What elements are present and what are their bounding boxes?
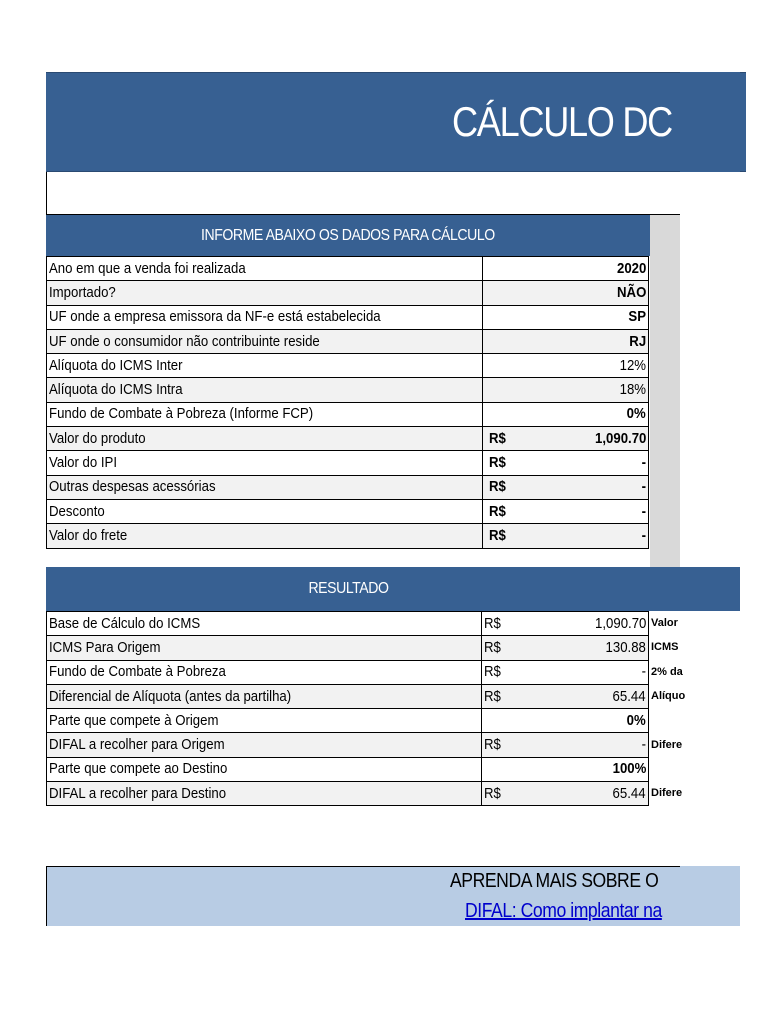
side-note: Alíquo [651, 689, 686, 702]
side-note: 2% da [651, 665, 683, 678]
row-label: UF onde o consumidor não contribuinte reside [47, 329, 483, 353]
row-value[interactable]: - [522, 451, 649, 475]
table-row [47, 782, 649, 806]
row-currency: R$ [482, 499, 522, 523]
row-value[interactable]: 1,090.70 [522, 427, 649, 451]
row-value[interactable]: 1,090.70 [522, 612, 649, 636]
side-note: Difere [651, 787, 683, 800]
row-label: UF onde a empresa emissora da NF-e está estabelecida [47, 305, 483, 329]
row-value[interactable]: 0% [522, 709, 649, 733]
side-note: ICMS [651, 641, 679, 654]
page-title: CÁLCULO DC [452, 98, 672, 145]
row-currency: R$ [482, 684, 522, 708]
row-label: Parte que compete ao Destino [47, 757, 482, 781]
table-row [47, 612, 649, 636]
row-currency [482, 329, 522, 353]
table-row [47, 684, 649, 708]
row-currency [482, 354, 522, 378]
side-note: Valor [651, 617, 678, 629]
row-value[interactable]: 0% [522, 402, 649, 426]
row-value[interactable]: 65.44 [522, 684, 649, 708]
row-value[interactable]: SP [522, 305, 649, 329]
table-row [47, 499, 649, 523]
table-row [47, 524, 649, 548]
row-value[interactable]: - [522, 660, 649, 684]
table-row [47, 378, 649, 402]
row-value[interactable]: - [522, 733, 649, 757]
table-row [47, 257, 649, 281]
grey-side-panel [650, 215, 680, 567]
blank-row [46, 172, 680, 215]
table-row [47, 475, 649, 499]
row-currency [482, 281, 522, 305]
row-label: Parte que compete à Origem [47, 709, 482, 733]
row-value[interactable]: 2020 [522, 257, 649, 281]
row-value[interactable]: 65.44 [522, 782, 649, 806]
table-row [47, 636, 649, 660]
row-label: Alíquota do ICMS Intra [47, 378, 483, 402]
result-header-right [650, 567, 740, 611]
table-row [47, 757, 649, 781]
row-currency [482, 709, 522, 733]
row-currency: R$ [482, 524, 522, 548]
row-label: ICMS Para Origem [47, 636, 482, 660]
row-value[interactable]: NÃO [522, 281, 649, 305]
row-label: Fundo de Combate à Pobreza [47, 660, 482, 684]
table-row [47, 451, 649, 475]
row-currency: R$ [482, 636, 522, 660]
row-currency: R$ [482, 612, 522, 636]
row-value[interactable]: - [522, 499, 649, 523]
row-value[interactable]: 100% [522, 757, 649, 781]
row-currency: R$ [482, 782, 522, 806]
row-currency: R$ [482, 451, 522, 475]
table-row [47, 305, 649, 329]
table-row [47, 329, 649, 353]
table-row [47, 709, 649, 733]
table-row [47, 402, 649, 426]
row-currency [482, 305, 522, 329]
row-label: Base de Cálculo do ICMS [47, 612, 482, 636]
result-table [46, 611, 649, 806]
input-table [46, 256, 649, 549]
learn-more-title: APRENDA MAIS SOBRE O [450, 870, 659, 892]
row-currency: R$ [482, 733, 522, 757]
table-row [47, 354, 649, 378]
row-currency [482, 757, 522, 781]
row-value[interactable]: RJ [522, 329, 649, 353]
row-currency [482, 378, 522, 402]
learn-band-right [680, 866, 740, 926]
row-label: Importado? [47, 281, 483, 305]
row-label: DIFAL a recolher para Origem [47, 733, 482, 757]
title-banner-right [680, 72, 740, 172]
row-label: Fundo de Combate à Pobreza (Informe FCP) [47, 402, 483, 426]
table-row [47, 733, 649, 757]
row-value[interactable]: 12% [522, 354, 649, 378]
row-currency: R$ [482, 475, 522, 499]
row-label: Valor do IPI [47, 451, 483, 475]
input-section-header: INFORME ABAIXO OS DADOS PARA CÁLCULO [46, 215, 650, 256]
row-currency [482, 257, 522, 281]
row-currency [482, 402, 522, 426]
row-label: Ano em que a venda foi realizada [47, 257, 483, 281]
row-label: Outras despesas acessórias [47, 475, 483, 499]
row-label: Valor do produto [47, 427, 483, 451]
row-value[interactable]: - [522, 524, 649, 548]
row-value[interactable]: 130.88 [522, 636, 649, 660]
table-row [47, 660, 649, 684]
table-row [47, 281, 649, 305]
row-label: Desconto [47, 499, 483, 523]
row-label: DIFAL a recolher para Destino [47, 782, 482, 806]
row-label: Valor do frete [47, 524, 483, 548]
difal-link[interactable]: DIFAL: Como implantar na [465, 900, 662, 922]
row-value[interactable]: - [522, 475, 649, 499]
row-label: Diferencial de Alíquota (antes da partilha) [47, 684, 482, 708]
row-currency: R$ [482, 660, 522, 684]
result-section-header: RESULTADO [46, 567, 650, 611]
row-currency: R$ [482, 427, 522, 451]
row-value[interactable]: 18% [522, 378, 649, 402]
row-label: Alíquota do ICMS Inter [47, 354, 483, 378]
side-note: Difere [651, 738, 683, 751]
table-row [47, 427, 649, 451]
